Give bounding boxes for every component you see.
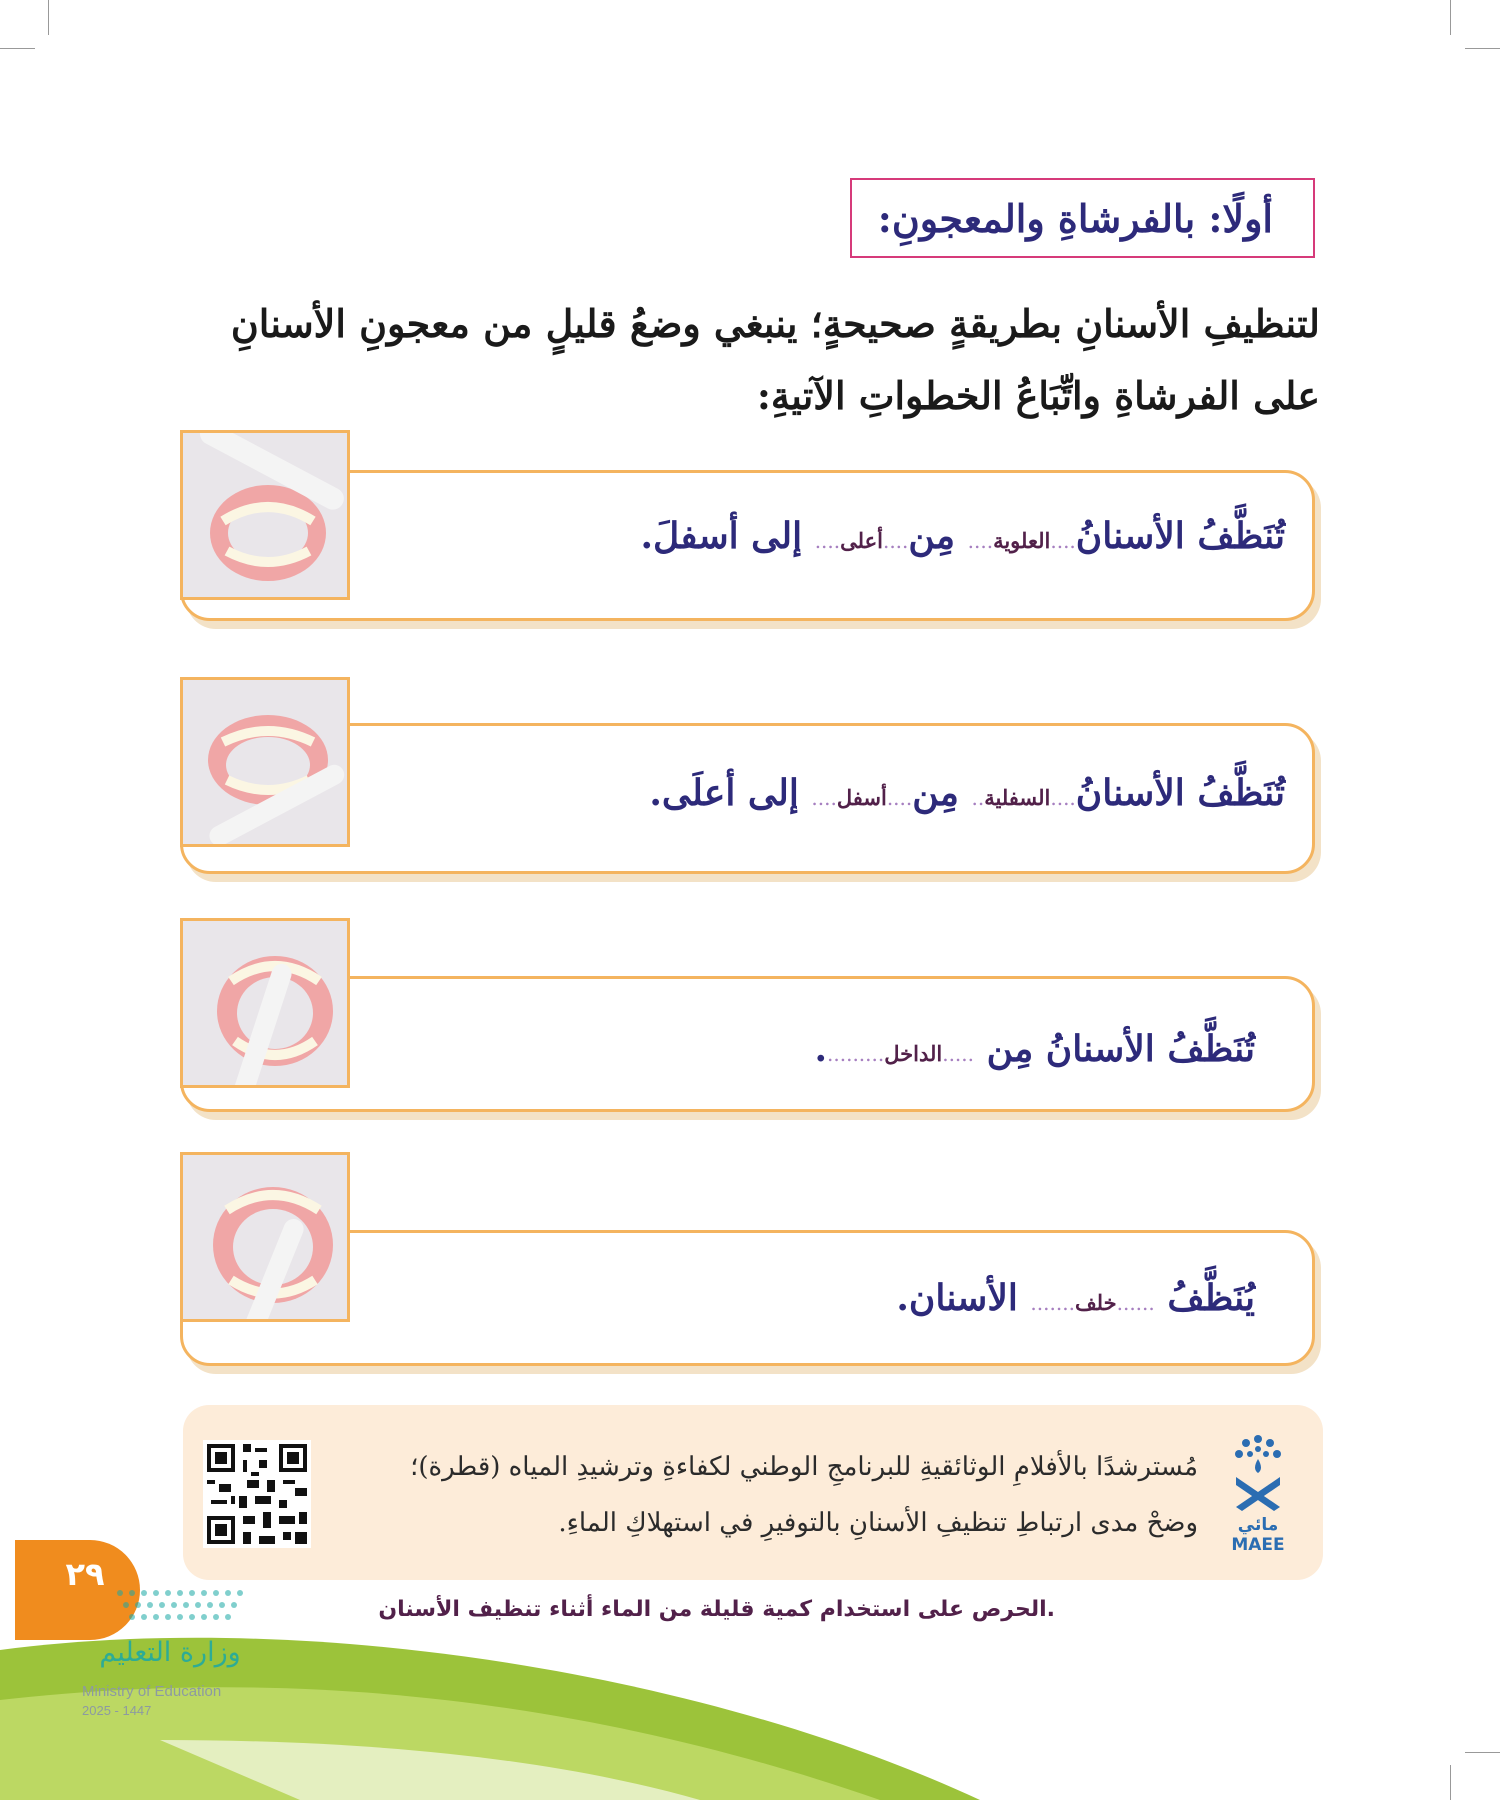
intro-line-1: لتنظيفِ الأسنانِ بطريقةٍ صحيحةٍ؛ ينبغي وضعُ قليلٍ من معجونِ الأسنانِ [230,301,1320,346]
blank-dots: .. [971,786,985,810]
blank-dots: ...... [1116,1291,1155,1315]
step-sentence [896,1277,1255,1319]
crop-mark [1465,48,1500,49]
maee-logo [1223,1433,1293,1555]
denture-brushing-photo [180,430,350,600]
step-sentence [814,1028,1255,1070]
step-verb: يُنَظَّفُ [1167,1277,1255,1319]
water-conservation-box [183,1405,1323,1580]
answer-inside[interactable]: الداخل [884,1041,943,1066]
step-1 [180,430,1315,630]
info-line-1: مُسترشدًا بالأفلامِ الوثائقيةِ للبرنامجِ الوطني لكفاءةِ وترشيدِ المياه (قطرة)؛ [410,1452,1198,1482]
water-drop-icon [1228,1433,1288,1511]
blank-dots: .... [886,786,913,810]
step-noun: الأسنانُ [1045,1028,1155,1070]
crop-mark [0,48,35,49]
step-4 [180,1152,1315,1352]
blank-dots: .... [967,529,994,553]
crop-mark [1450,0,1451,35]
step-end: الأسنان. [896,1277,1018,1319]
step-verb: تُنَظَّفُ [1197,515,1285,557]
info-line-2: وضحْ مدى ارتباطِ تنظيفِ الأسنانِ بالتوفيرِ في استهلاكِ الماءِ. [558,1508,1198,1538]
section-heading: أولًا: بالفرشاةِ والمعجونِ: [850,178,1315,258]
step-verb: تُنَظَّفُ [1197,772,1285,814]
maee-arabic-label: مائي [1237,1515,1279,1535]
step-sentence [649,772,1285,814]
denture-brushing-photo [180,677,350,847]
step-prep: إلى [751,515,803,557]
denture-brushing-photo [180,918,350,1088]
qr-code[interactable] [203,1440,311,1548]
answer-from[interactable]: أسفل [836,785,887,810]
answer-behind[interactable]: خلف [1074,1290,1117,1315]
step-2 [180,677,1315,877]
step-prep: إلى [747,772,799,814]
student-answer: .الحرص على استخدام كمية قليلة من الماء أثناء تنظيف الأسنان [378,1597,1055,1622]
info-text [348,1439,1198,1551]
step-3 [180,918,1315,1118]
blank-dots: .... [1050,529,1076,553]
blank-dots: ....... [1030,1291,1075,1315]
maee-english-label: MAEE [1231,1535,1285,1555]
intro-line-2: على الفرشاةِ واتِّبَاعُ الخطواتِ الآتيةِ: [756,373,1320,418]
answer-upper[interactable]: العلوية [993,528,1051,553]
step-end: أسفلَ. [640,515,739,557]
answer-from[interactable]: أعلى [840,528,883,553]
step-noun: الأسنانُ [1075,772,1185,814]
ministry-logo [80,1585,270,1735]
blank-dots: ..... [942,1042,975,1066]
denture-brushing-photo [180,1152,350,1322]
page-number: ٢٩ [65,1555,105,1593]
step-end: . [814,1028,828,1070]
step-sentence [640,515,1285,557]
step-prep: مِن [908,515,956,557]
step-end: أعلَى. [649,772,736,814]
ministry-dots-icon [110,1585,260,1635]
step-prep: مِن [986,1028,1034,1070]
answer-lower[interactable]: السفلية [984,785,1051,810]
blank-dots: ......... [827,1042,885,1066]
crop-mark [48,0,49,35]
blank-dots: .... [882,529,909,553]
step-noun: الأسنانُ [1075,515,1185,557]
step-verb: تُنَظَّفُ [1167,1028,1255,1070]
blank-dots: .... [1050,786,1076,810]
ministry-year: 2025 - 1447 [82,1703,152,1718]
blank-dots: .... [814,529,841,553]
blank-dots: .... [811,786,837,810]
step-prep: مِن [912,772,959,814]
ministry-english-name: Ministry of Education [82,1683,222,1700]
intro-paragraph [180,288,1320,432]
ministry-arabic-name: وزارة التعليم [99,1637,241,1668]
